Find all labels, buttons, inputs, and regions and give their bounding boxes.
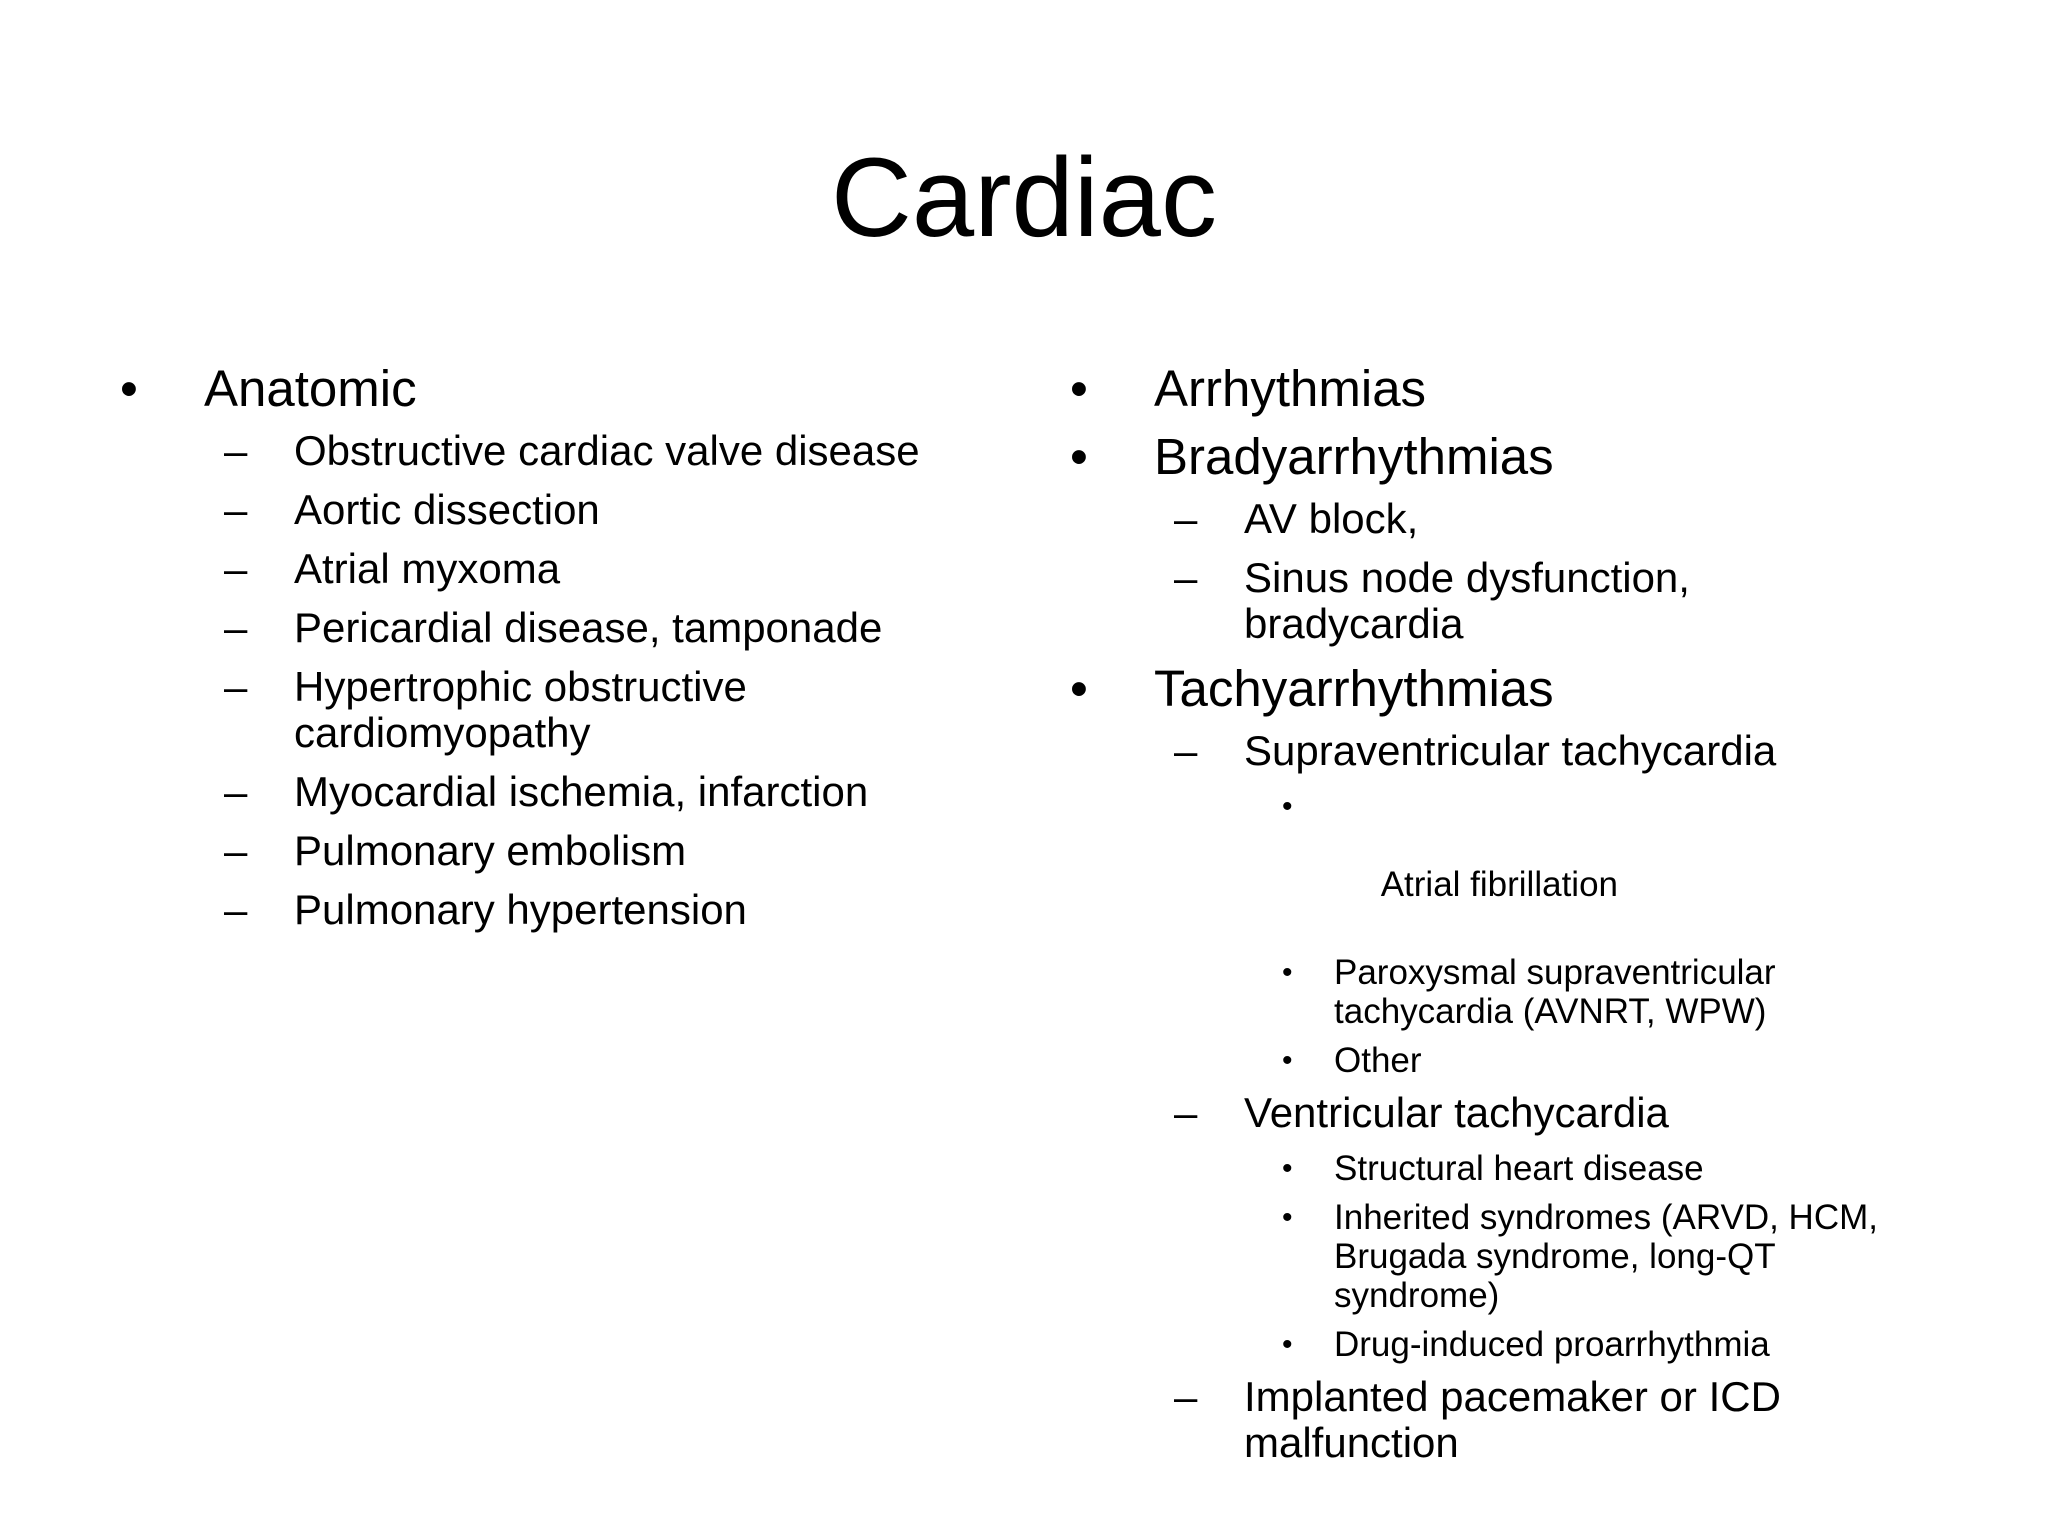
list-item: [120, 546, 1000, 592]
bullet-marker: •: [1070, 428, 1088, 485]
bullet-marker: •: [1282, 1152, 1293, 1185]
heading-anatomic: Anatomic: [204, 360, 417, 417]
bullet-marker: •: [120, 360, 138, 417]
list-item-text: Hypertrophic obstructive cardiomyopathy: [294, 663, 747, 756]
sub-list-item: [1070, 1149, 1970, 1188]
bullet-marker: •: [1282, 1201, 1293, 1234]
list-item: [120, 664, 934, 756]
list-item-text: Myocardial ischemia, infarction: [294, 768, 869, 815]
bullet-tachyarrhythmias: [1070, 660, 1970, 718]
list-item: [120, 828, 1000, 874]
bullet-arrhythmias: [1070, 360, 1970, 418]
bullet-marker: •: [1070, 660, 1088, 717]
left-column: [120, 360, 1000, 946]
dash-marker: –: [1174, 554, 1198, 601]
list-item: [120, 887, 1000, 933]
list-item-text: Aortic dissection: [294, 486, 600, 533]
list-item: [120, 769, 1000, 815]
list-item-text: Pericardial disease, tamponade: [294, 604, 883, 651]
sub-list-item-text: Inherited syndromes (ARVD, HCM, Brugada syndrome, long-QT syndrome): [1334, 1198, 1878, 1315]
list-item-text: Sinus node dysfunction, bradycardia: [1244, 554, 1690, 647]
sub-list-item: [1070, 1325, 1970, 1364]
heading-arrhythmias: Arrhythmias: [1154, 360, 1427, 417]
dash-marker: –: [224, 427, 248, 474]
bullet-marker: •: [1282, 1044, 1293, 1077]
bullet-marker: •: [1282, 956, 1293, 989]
list-item-text: Ventricular tachycardia: [1244, 1089, 1669, 1136]
list-item: [120, 428, 1000, 474]
dash-marker: –: [224, 768, 248, 815]
bullet-bradyarrhythmias: [1070, 428, 1970, 486]
list-item-text: Pulmonary embolism: [294, 827, 687, 874]
list-item-ventricular: [1070, 1090, 1970, 1136]
list-item-text: Obstructive cardiac valve disease: [294, 427, 920, 474]
sub-list-item-text: Other: [1334, 1041, 1422, 1080]
list-item-supraventricular: [1070, 728, 1970, 774]
sub-list-item: [1070, 953, 1834, 1031]
sub-list-item-text: Drug-induced proarrhythmia: [1334, 1325, 1770, 1364]
bullet-anatomic: [120, 360, 1000, 418]
right-column: [1070, 360, 1970, 1479]
dash-marker: –: [224, 604, 248, 651]
list-item: [1070, 555, 1784, 647]
sub-list-item-text: Paroxysmal supraventricular tachycardia (AVNRT, WPW): [1334, 953, 1776, 1031]
sub-list-item: [1070, 787, 1970, 943]
dash-marker: –: [224, 663, 248, 710]
dash-marker: –: [224, 486, 248, 533]
heading-bradyarrhythmias: Bradyarrhythmias: [1154, 428, 1554, 485]
sub-list-item-text: Structural heart disease: [1334, 1149, 1704, 1188]
dash-marker: –: [224, 827, 248, 874]
list-item-text: Pulmonary hypertension: [294, 886, 747, 933]
dash-marker: –: [224, 545, 248, 592]
bullet-marker: •: [1282, 1328, 1293, 1361]
sub-list-item: [1070, 1041, 1970, 1080]
list-item-text: AV block,: [1244, 495, 1419, 542]
list-item-device: [1070, 1374, 1804, 1466]
dash-marker: –: [224, 886, 248, 933]
list-item-text: Supraventricular tachycardia: [1244, 727, 1777, 774]
dash-marker: –: [1174, 495, 1198, 542]
dash-marker: –: [1174, 1373, 1198, 1420]
heading-tachyarrhythmias: Tachyarrhythmias: [1154, 660, 1554, 717]
slide-title: Cardiac: [831, 135, 1217, 260]
dash-marker: –: [1174, 727, 1198, 774]
list-item-text: Implanted pacemaker or ICD malfunction: [1244, 1373, 1781, 1466]
bullet-marker: •: [1282, 790, 1293, 823]
list-item: [120, 487, 1000, 533]
list-item: [1070, 496, 1970, 542]
sub-list-item: [1070, 1198, 1934, 1315]
bullet-marker: •: [1070, 360, 1088, 417]
dash-marker: –: [1174, 1089, 1198, 1136]
list-item-text: Atrial myxoma: [294, 545, 561, 592]
list-item: [120, 605, 1000, 651]
sub-list-item-text: Atrial fibrillation: [1372, 865, 1619, 904]
